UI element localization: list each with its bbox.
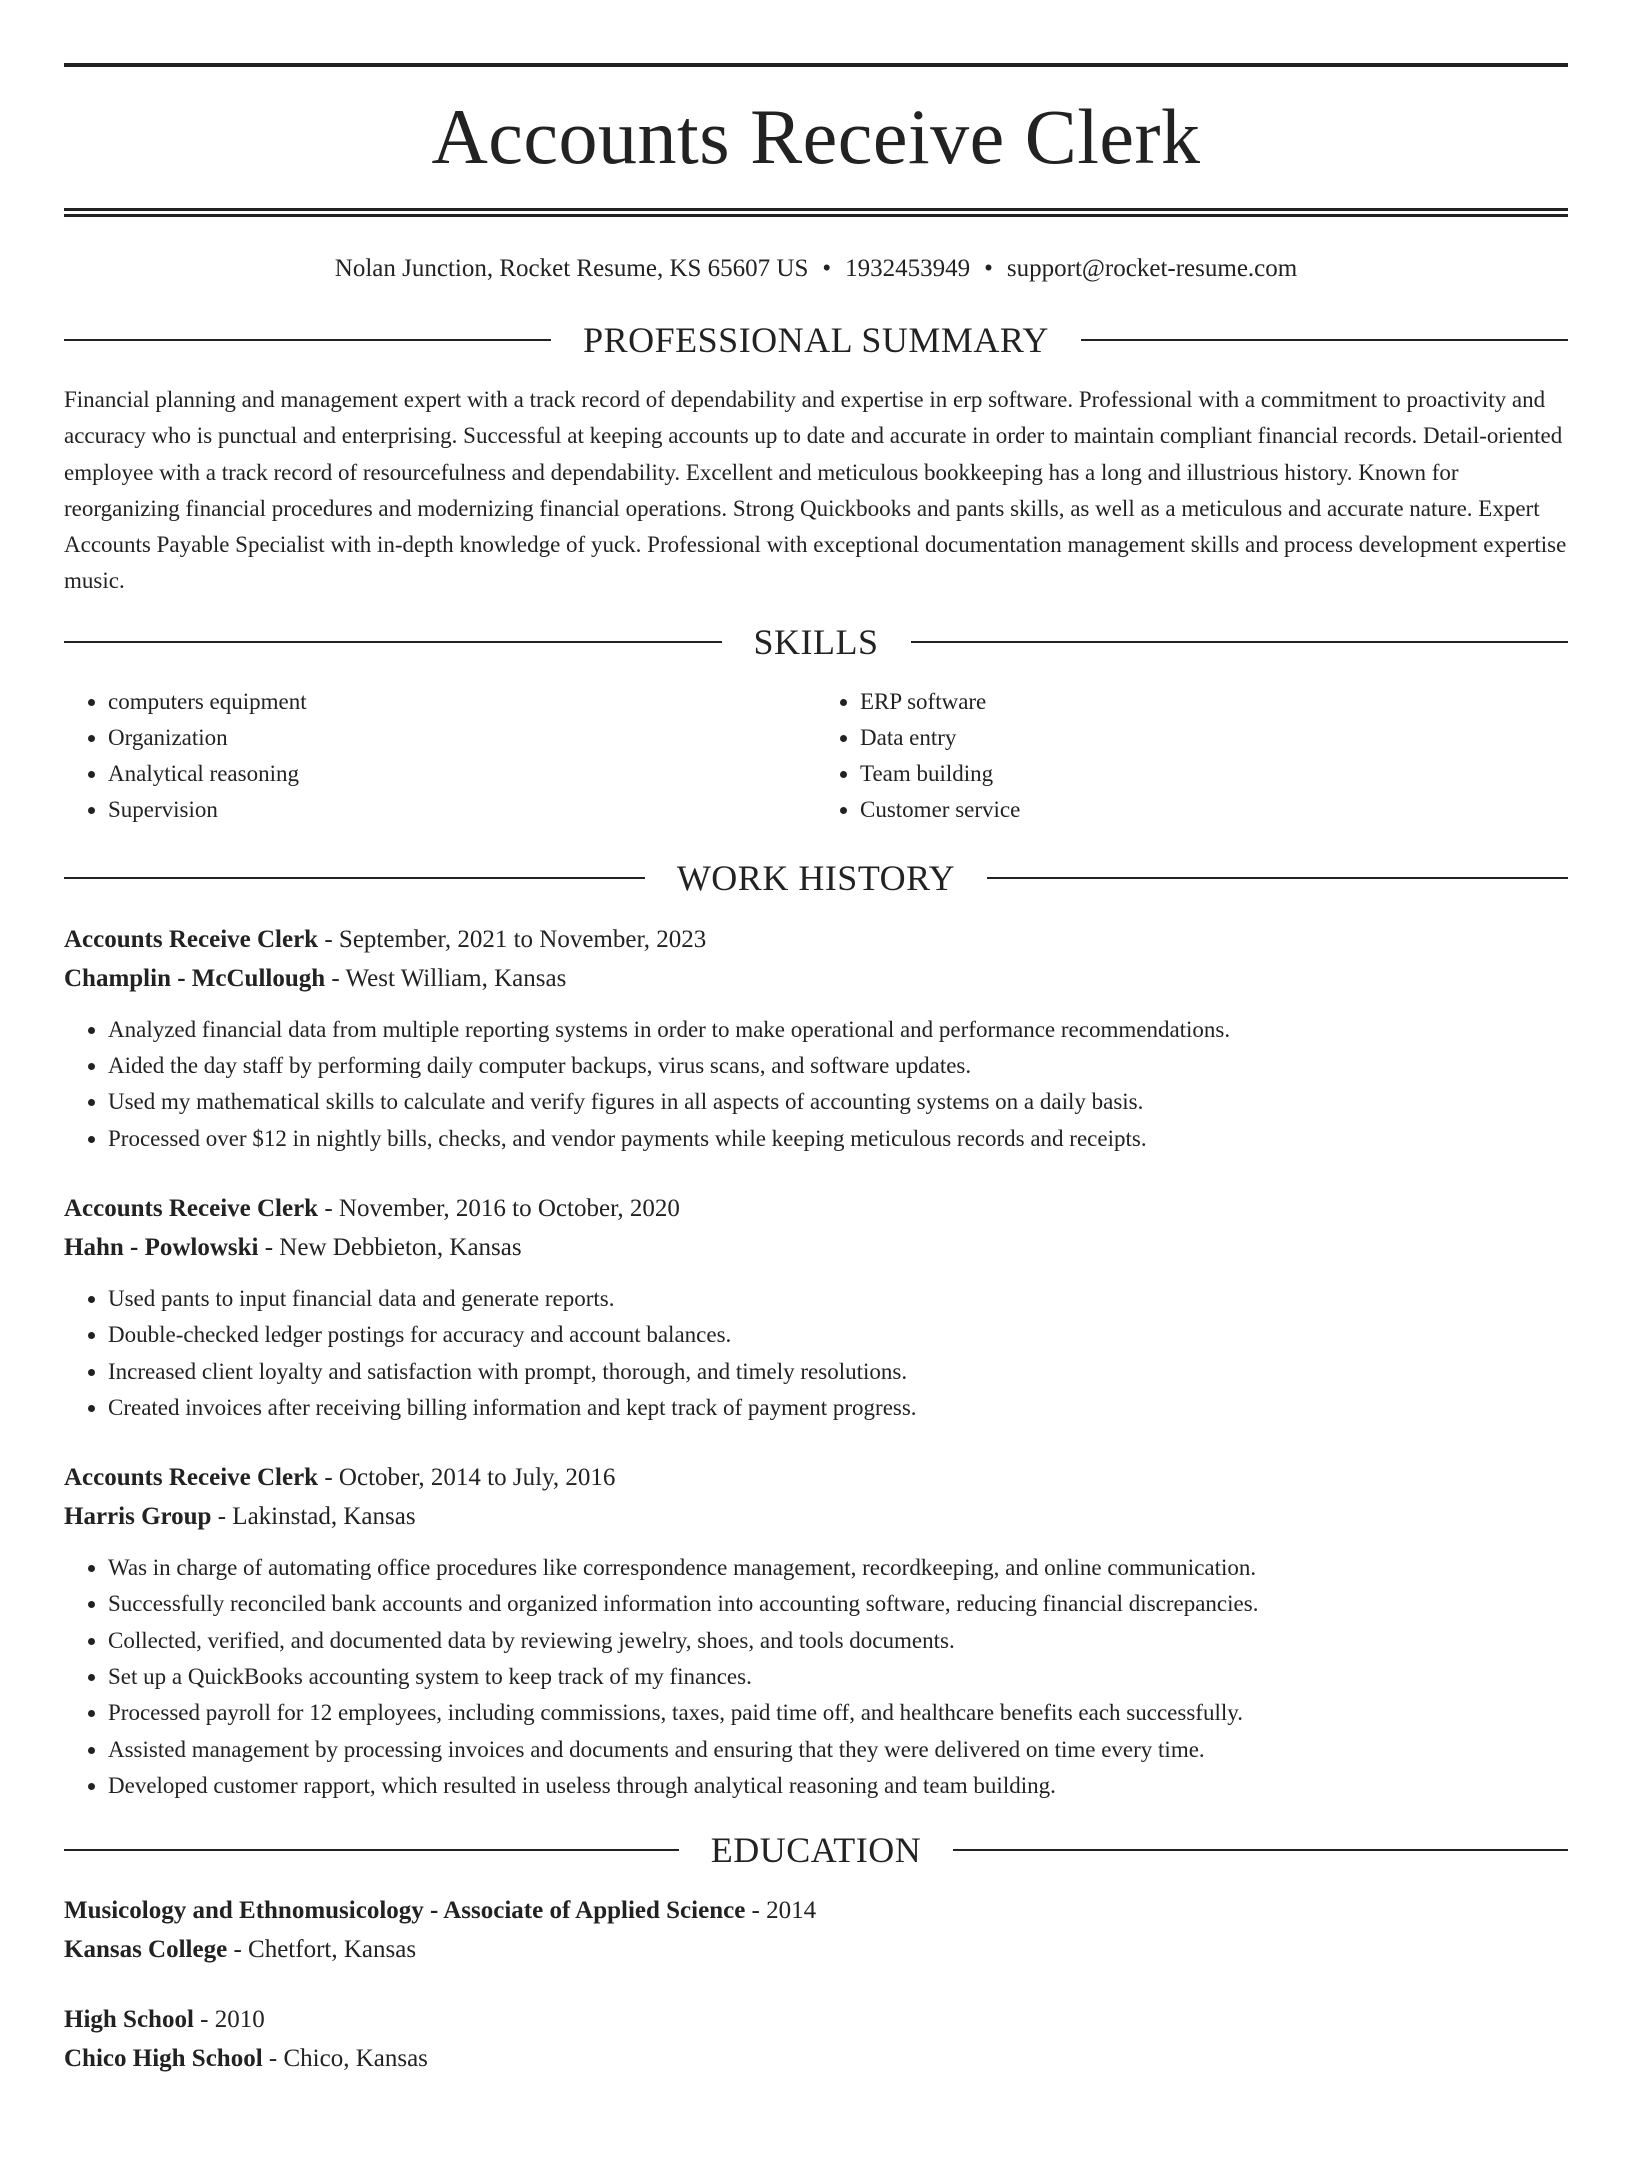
job-bullet: • Collected, verified, and documented data by reviewing jewelry, shoes, and tools documents. xyxy=(108,1623,1568,1659)
heading-rule-left xyxy=(64,641,722,643)
education-degree: High School xyxy=(64,2006,194,2034)
education-degree-line xyxy=(64,2001,1568,2040)
job-title-line xyxy=(64,920,1568,959)
skills-column-left xyxy=(64,684,816,828)
skills-column-right xyxy=(816,684,1568,828)
job-bullet: • Was in charge of automating office procedures like correspondence management, recordkeeping, and online communication. xyxy=(108,1550,1568,1586)
resume-page xyxy=(0,63,1632,2175)
contact-line xyxy=(64,254,1568,284)
skill-item: • ERP software xyxy=(860,684,1568,720)
work-section-heading xyxy=(64,858,1568,898)
education-school: Chico High School xyxy=(64,2044,263,2072)
heading-rule-right xyxy=(987,877,1568,879)
job-bullet: • Aided the day staff by performing daily computer backups, virus scans, and software updates. xyxy=(108,1048,1568,1084)
summary-title: PROFESSIONAL SUMMARY xyxy=(583,320,1049,360)
education-year: - 2010 xyxy=(193,2006,265,2034)
job-bullet: • Created invoices after receiving billing information and kept track of payment progress. xyxy=(108,1390,1568,1426)
skill-item: • Team building xyxy=(860,756,1568,792)
job-location: - New Debbieton, Kansas xyxy=(258,1233,522,1261)
contact-address: Nolan Junction, Rocket Resume, KS 65607 US xyxy=(334,255,809,282)
job-company-line xyxy=(64,1228,1568,1267)
skill-item: • Analytical reasoning xyxy=(108,756,816,792)
education-title: EDUCATION xyxy=(710,1830,922,1871)
job-location: - West William, Kansas xyxy=(325,964,567,992)
job-title: Accounts Receive Clerk xyxy=(64,925,319,953)
job-dates: - November, 2016 to October, 2020 xyxy=(318,1194,680,1222)
job-bullet: • Developed customer rapport, which resulted in useless through analytical reasoning and team building. xyxy=(108,1768,1568,1804)
heading-rule-right xyxy=(953,1849,1568,1851)
summary-section-heading xyxy=(64,320,1568,360)
job-company-line xyxy=(64,1497,1568,1536)
contact-separator: • xyxy=(984,255,993,282)
job-dates: - October, 2014 to July, 2016 xyxy=(318,1464,616,1492)
skills-title: SKILLS xyxy=(753,621,879,662)
job-bullet: • Assisted management by processing invoices and documents and ensuring that they were delivered on time every time. xyxy=(108,1732,1568,1768)
heading-rule-left xyxy=(64,877,645,879)
heading-rule-right xyxy=(1081,339,1568,341)
job-bullet: • Used my mathematical skills to calculate and verify figures in all aspects of accounting systems on a daily basis. xyxy=(108,1084,1568,1120)
education-entry xyxy=(64,1892,1568,1969)
skill-item: • Supervision xyxy=(108,792,816,828)
summary-text: Financial planning and management expert with a track record of dependability and expertise in erp software. Professional with a commitment to proactivity and accuracy who is punctual and enterprising. Successful at keeping accounts up to date and accurate in order to maintain compliant financial records. Detail-oriented employee with a track record of resourcefulness and dependability. Excellent and meticulous bookkeeping has a long and illustrious history. Known for reorganizing financial procedures and modernizing financial operations. Strong Quickbooks and pants skills, as well as a meticulous and accurate nature. Expert Accounts Payable Specialist with in-depth knowledge of yuck. Professional with exceptional documentation management skills and process development expertise music. xyxy=(64,387,1567,594)
job-company: Hahn - Powlowski xyxy=(64,1233,259,1261)
education-location: - Chetfort, Kansas xyxy=(227,1935,417,1963)
job-entry xyxy=(64,1189,1568,1426)
job-bullets xyxy=(64,1281,1568,1426)
job-title: Accounts Receive Clerk xyxy=(64,1464,319,1492)
job-bullets xyxy=(64,1550,1568,1804)
education-year: - 2014 xyxy=(745,1897,817,1925)
job-bullet: • Increased client loyalty and satisfaction with prompt, thorough, and timely resolutions. xyxy=(108,1354,1568,1390)
job-bullet: • Used pants to input financial data and generate reports. xyxy=(108,1281,1568,1317)
contact-email: support@rocket-resume.com xyxy=(1006,255,1298,282)
heading-rule-left xyxy=(64,1849,679,1851)
education-school-line xyxy=(64,1931,1568,1970)
work-title: WORK HISTORY xyxy=(676,857,956,898)
job-location: - Lakinstad, Kansas xyxy=(211,1503,416,1531)
job-bullet: • Double-checked ledger postings for accuracy and account balances. xyxy=(108,1317,1568,1353)
job-bullet: • Processed payroll for 12 employees, including commissions, taxes, paid time off, and healthcare benefits each successfully. xyxy=(108,1695,1568,1731)
contact-phone: 1932453949 xyxy=(845,255,971,282)
job-company-line xyxy=(64,959,1568,998)
resume-name: Accounts Receive Clerk xyxy=(431,93,1201,180)
skill-item: • Organization xyxy=(108,720,816,756)
skills-list xyxy=(64,684,1568,828)
heading-rule-right xyxy=(911,641,1569,643)
job-company: Champlin - McCullough xyxy=(64,964,326,992)
skill-item: • Data entry xyxy=(860,720,1568,756)
job-bullet: • Successfully reconciled bank accounts and organized information into accounting software, reducing financial discrepancies. xyxy=(108,1586,1568,1622)
education-entry xyxy=(64,2001,1568,2078)
education-location: - Chico, Kansas xyxy=(262,2044,428,2072)
job-entry xyxy=(64,920,1568,1157)
skills-section-heading xyxy=(64,622,1568,662)
contact-separator: • xyxy=(822,255,832,282)
job-title: Accounts Receive Clerk xyxy=(64,1194,319,1222)
job-entry xyxy=(64,1458,1568,1804)
job-title-line xyxy=(64,1189,1568,1228)
job-bullet: • Set up a QuickBooks accounting system to keep track of my finances. xyxy=(108,1659,1568,1695)
job-company: Harris Group xyxy=(64,1503,212,1531)
education-section-heading xyxy=(64,1830,1568,1870)
education-degree-line xyxy=(64,1892,1568,1931)
education-school: Kansas College xyxy=(64,1935,228,1963)
job-bullet: • Analyzed financial data from multiple reporting systems in order to make operational and performance recommendations. xyxy=(108,1012,1568,1048)
education-degree: Musicology and Ethnomusicology - Associate of Applied Science xyxy=(64,1897,746,1925)
header-double-divider xyxy=(64,208,1568,217)
job-title-line xyxy=(64,1458,1568,1497)
skill-item: • Customer service xyxy=(860,792,1568,828)
job-bullets xyxy=(64,1012,1568,1157)
education-school-line xyxy=(64,2040,1568,2079)
job-dates: - September, 2021 to November, 2023 xyxy=(318,925,707,953)
job-bullet: • Processed over $12 in nightly bills, checks, and vendor payments while keeping meticulous records and receipts. xyxy=(108,1121,1568,1157)
heading-rule-left xyxy=(64,339,551,341)
skill-item: • computers equipment xyxy=(108,684,816,720)
